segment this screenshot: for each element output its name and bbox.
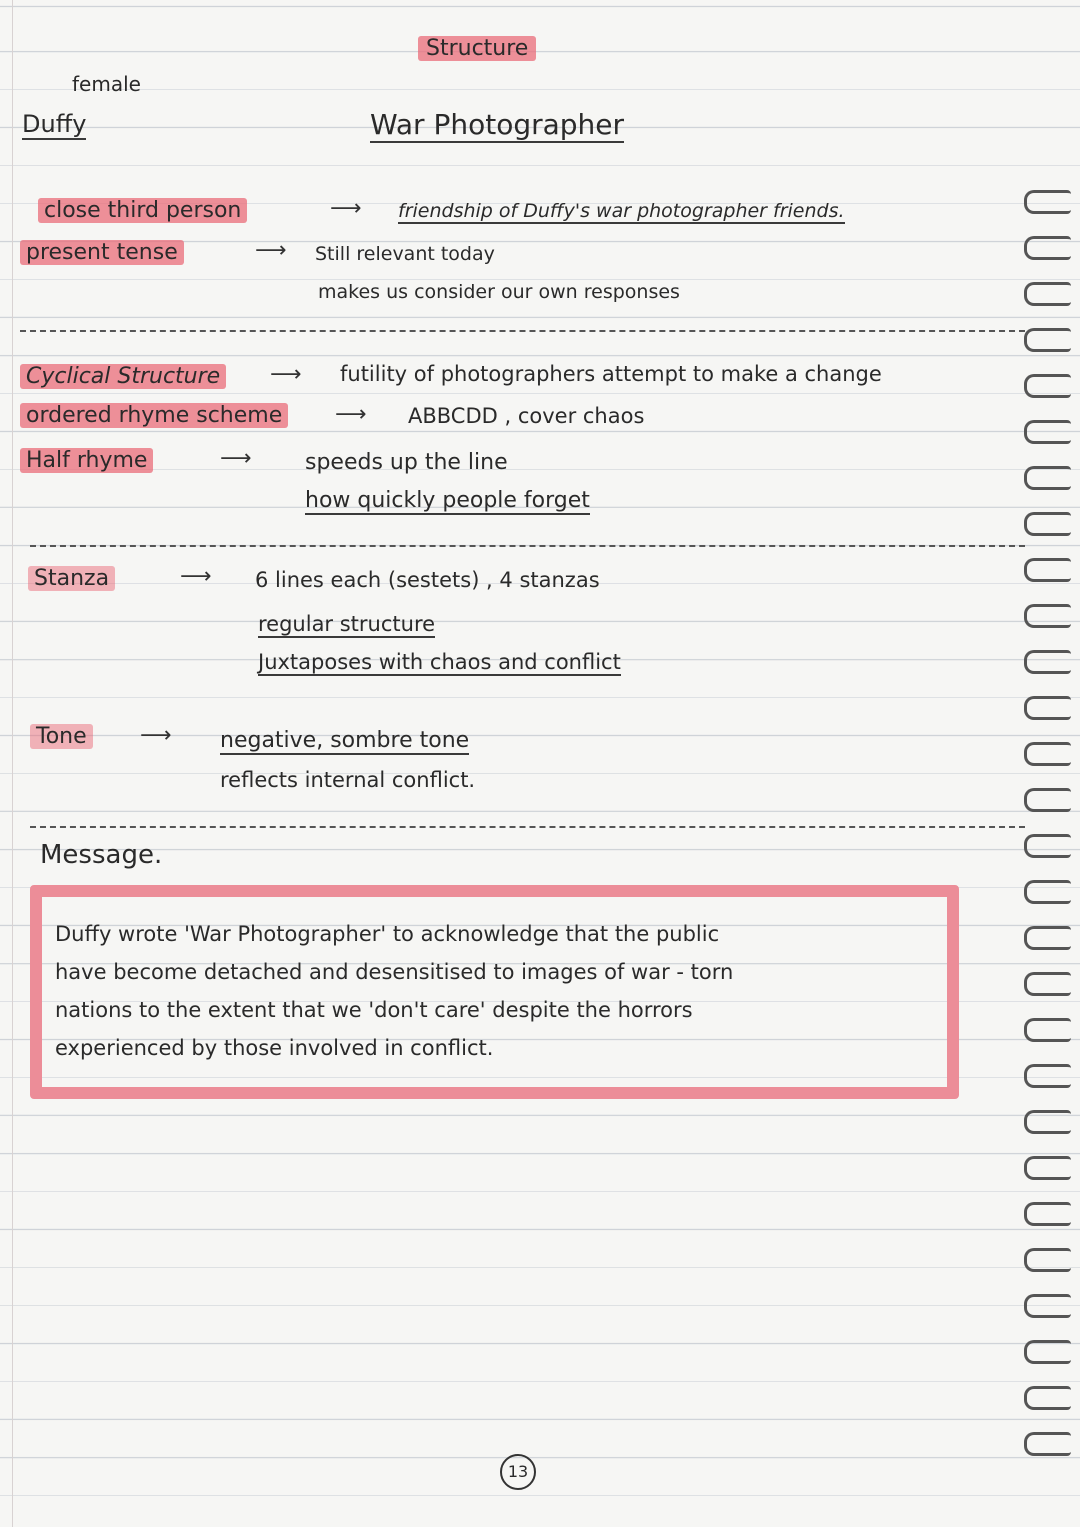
arrow-icon: ⟶ bbox=[255, 238, 287, 263]
spiral-ring bbox=[1024, 1386, 1071, 1410]
note-regular-structure: regular structure bbox=[258, 612, 436, 636]
page-title: War Photographer bbox=[370, 108, 625, 141]
annotation-female: female bbox=[72, 72, 141, 96]
item-ordered-rhyme-scheme: ordered rhyme scheme bbox=[20, 403, 288, 428]
message-box bbox=[30, 885, 959, 1099]
message-line-2: have become detached and desensitised to images of war - torn bbox=[55, 960, 734, 984]
message-line-1: Duffy wrote 'War Photographer' to acknowledge that the public bbox=[55, 922, 720, 946]
note-friendship: friendship of Duffy's war photographer friends. bbox=[398, 200, 845, 222]
divider bbox=[30, 826, 1025, 828]
divider bbox=[20, 330, 1025, 332]
spiral-ring bbox=[1024, 466, 1071, 490]
spiral-ring bbox=[1024, 926, 1071, 950]
spiral-ring bbox=[1024, 604, 1071, 628]
divider bbox=[30, 545, 1025, 547]
spiral-ring bbox=[1024, 696, 1071, 720]
margin-line bbox=[12, 0, 13, 1527]
message-heading: Message. bbox=[40, 840, 163, 870]
spiral-ring bbox=[1024, 972, 1071, 996]
note-people-forget: how quickly people forget bbox=[305, 488, 590, 513]
arrow-icon: ⟶ bbox=[270, 362, 302, 387]
spiral-ring bbox=[1024, 328, 1071, 352]
spiral-ring bbox=[1024, 1018, 1071, 1042]
spiral-ring bbox=[1024, 420, 1071, 444]
spiral-ring bbox=[1024, 1294, 1071, 1318]
spiral-ring bbox=[1024, 1248, 1071, 1272]
item-half-rhyme: Half rhyme bbox=[20, 448, 153, 473]
spiral-ring bbox=[1024, 1110, 1071, 1134]
spiral-ring bbox=[1024, 236, 1071, 260]
item-cyclical-structure: Cyclical Structure bbox=[20, 364, 226, 389]
spiral-ring bbox=[1024, 880, 1071, 904]
note-six-lines: 6 lines each (sestets) , 4 stanzas bbox=[255, 568, 600, 592]
spiral-ring bbox=[1024, 1156, 1071, 1180]
arrow-icon: ⟶ bbox=[330, 196, 362, 221]
spiral-ring bbox=[1024, 1432, 1071, 1456]
note-negative-tone: negative, sombre tone bbox=[220, 728, 470, 753]
spiral-ring bbox=[1024, 512, 1071, 536]
spiral-ring bbox=[1024, 190, 1071, 214]
note-consider-responses: makes us consider our own responses bbox=[318, 281, 680, 303]
note-internal-conflict: reflects internal conflict. bbox=[220, 768, 476, 792]
item-stanza: Stanza bbox=[28, 566, 115, 591]
spiral-ring bbox=[1024, 1064, 1071, 1088]
spiral-binding bbox=[1024, 190, 1072, 1480]
note-rhyme-scheme: ABBCDD , cover chaos bbox=[408, 404, 645, 428]
spiral-ring bbox=[1024, 1340, 1071, 1364]
arrow-icon: ⟶ bbox=[140, 723, 172, 748]
spiral-ring bbox=[1024, 788, 1071, 812]
spiral-ring bbox=[1024, 650, 1071, 674]
arrow-icon: ⟶ bbox=[180, 564, 212, 589]
note-futility: futility of photographers attempt to make a change bbox=[340, 362, 882, 386]
spiral-ring bbox=[1024, 374, 1071, 398]
heading-tag: Structure bbox=[418, 36, 536, 61]
note-still-relevant: Still relevant today bbox=[315, 243, 495, 265]
spiral-ring bbox=[1024, 558, 1071, 582]
arrow-icon: ⟶ bbox=[220, 446, 252, 471]
spiral-ring bbox=[1024, 1202, 1071, 1226]
spiral-ring bbox=[1024, 742, 1071, 766]
item-tone: Tone bbox=[30, 724, 93, 749]
page-number: 13 bbox=[500, 1454, 536, 1490]
note-juxtaposes: Juxtaposes with chaos and conflict bbox=[258, 650, 621, 674]
spiral-ring bbox=[1024, 282, 1071, 306]
item-present-tense: present tense bbox=[20, 240, 184, 265]
spiral-ring bbox=[1024, 834, 1071, 858]
note-speeds-up: speeds up the line bbox=[305, 450, 508, 475]
author-name: Duffy bbox=[22, 110, 87, 138]
message-line-4: experienced by those involved in conflict. bbox=[55, 1036, 494, 1060]
arrow-icon: ⟶ bbox=[335, 402, 367, 427]
item-close-third-person: close third person bbox=[38, 198, 247, 223]
message-line-3: nations to the extent that we 'don't care' despite the horrors bbox=[55, 998, 693, 1022]
